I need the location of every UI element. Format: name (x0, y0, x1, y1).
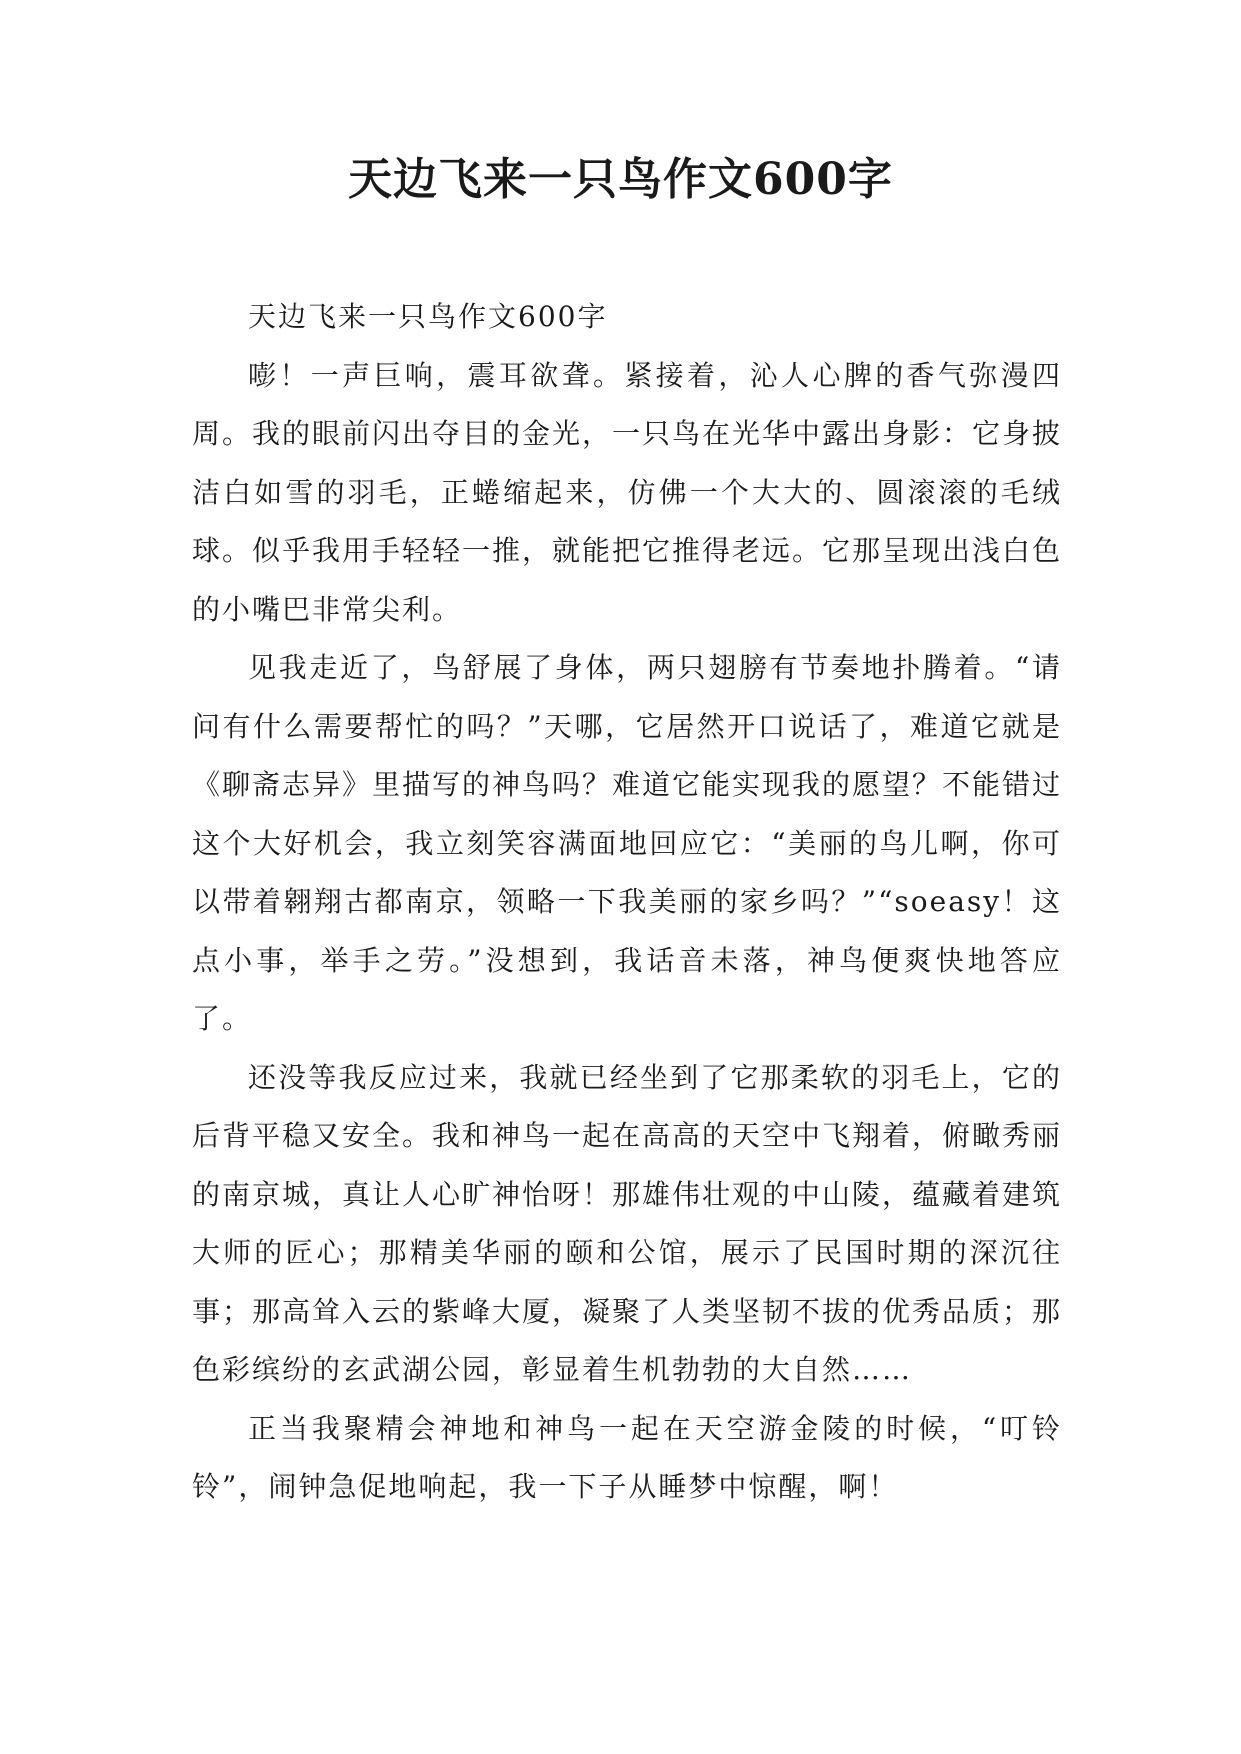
paragraph-4: 正当我聚精会神地和神鸟一起在天空游金陵的时候，“叮铃铃”，闹钟急促地响起，我一下子从睡梦中惊醒，啊！ (192, 1411, 1062, 1503)
paragraph-3: 还没等我反应过来，我就已经坐到了它那柔软的羽毛上，它的后背平稳又安全。我和神鸟一起在高高的天空中飞翔着，俯瞰秀丽的南京城，真让人心旷神怡呀！那雄伟壮观的中山陵，蕴藏着建筑大师的匠心；那精美华丽的颐和公馆，展示了民国时期的深沉往事；那高耸入云的紫峰大厦，凝聚了人类坚韧不拔的优秀品质；那色彩缤纷的玄武湖公园，彰显着生机勃勃的大自然…… (192, 1060, 1063, 1386)
subtitle-paragraph: 天边飞来一只鸟作文600字 (248, 300, 608, 333)
document-title: 天边飞来一只鸟作文600字 (348, 154, 893, 205)
paragraph-2: 见我走近了，鸟舒展了身体，两只翅膀有节奏地扑腾着。“请问有什么需要帮忙的吗？”天哪，它居然开口说话了，难道它就是《聊斋志异》里描写的神鸟吗？难道它能实现我的愿望？不能错过这个大好机会，我立刻笑容满面地回应它：“美丽的鸟儿啊，你可以带着翱翔古都南京，领略一下我美丽的家乡吗？”“soeasy！这点小事，举手之劳。”没想到，我话音未落，神鸟便爽快地答应了。 (192, 651, 1063, 1035)
document-body (192, 288, 1062, 1517)
paragraph-1: 嘭！一声巨响，震耳欲聋。紧接着，沁人心脾的香气弥漫四周。我的眼前闪出夺目的金光，一只鸟在光华中露出身影：它身披洁白如雪的羽毛，正蜷缩起来，仿佛一个大大的、圆滚滚的毛绒球。似乎我用手轻轻一推，就能把它推得老远。它那呈现出浅白色的小嘴巴非常尖利。 (192, 358, 1063, 626)
